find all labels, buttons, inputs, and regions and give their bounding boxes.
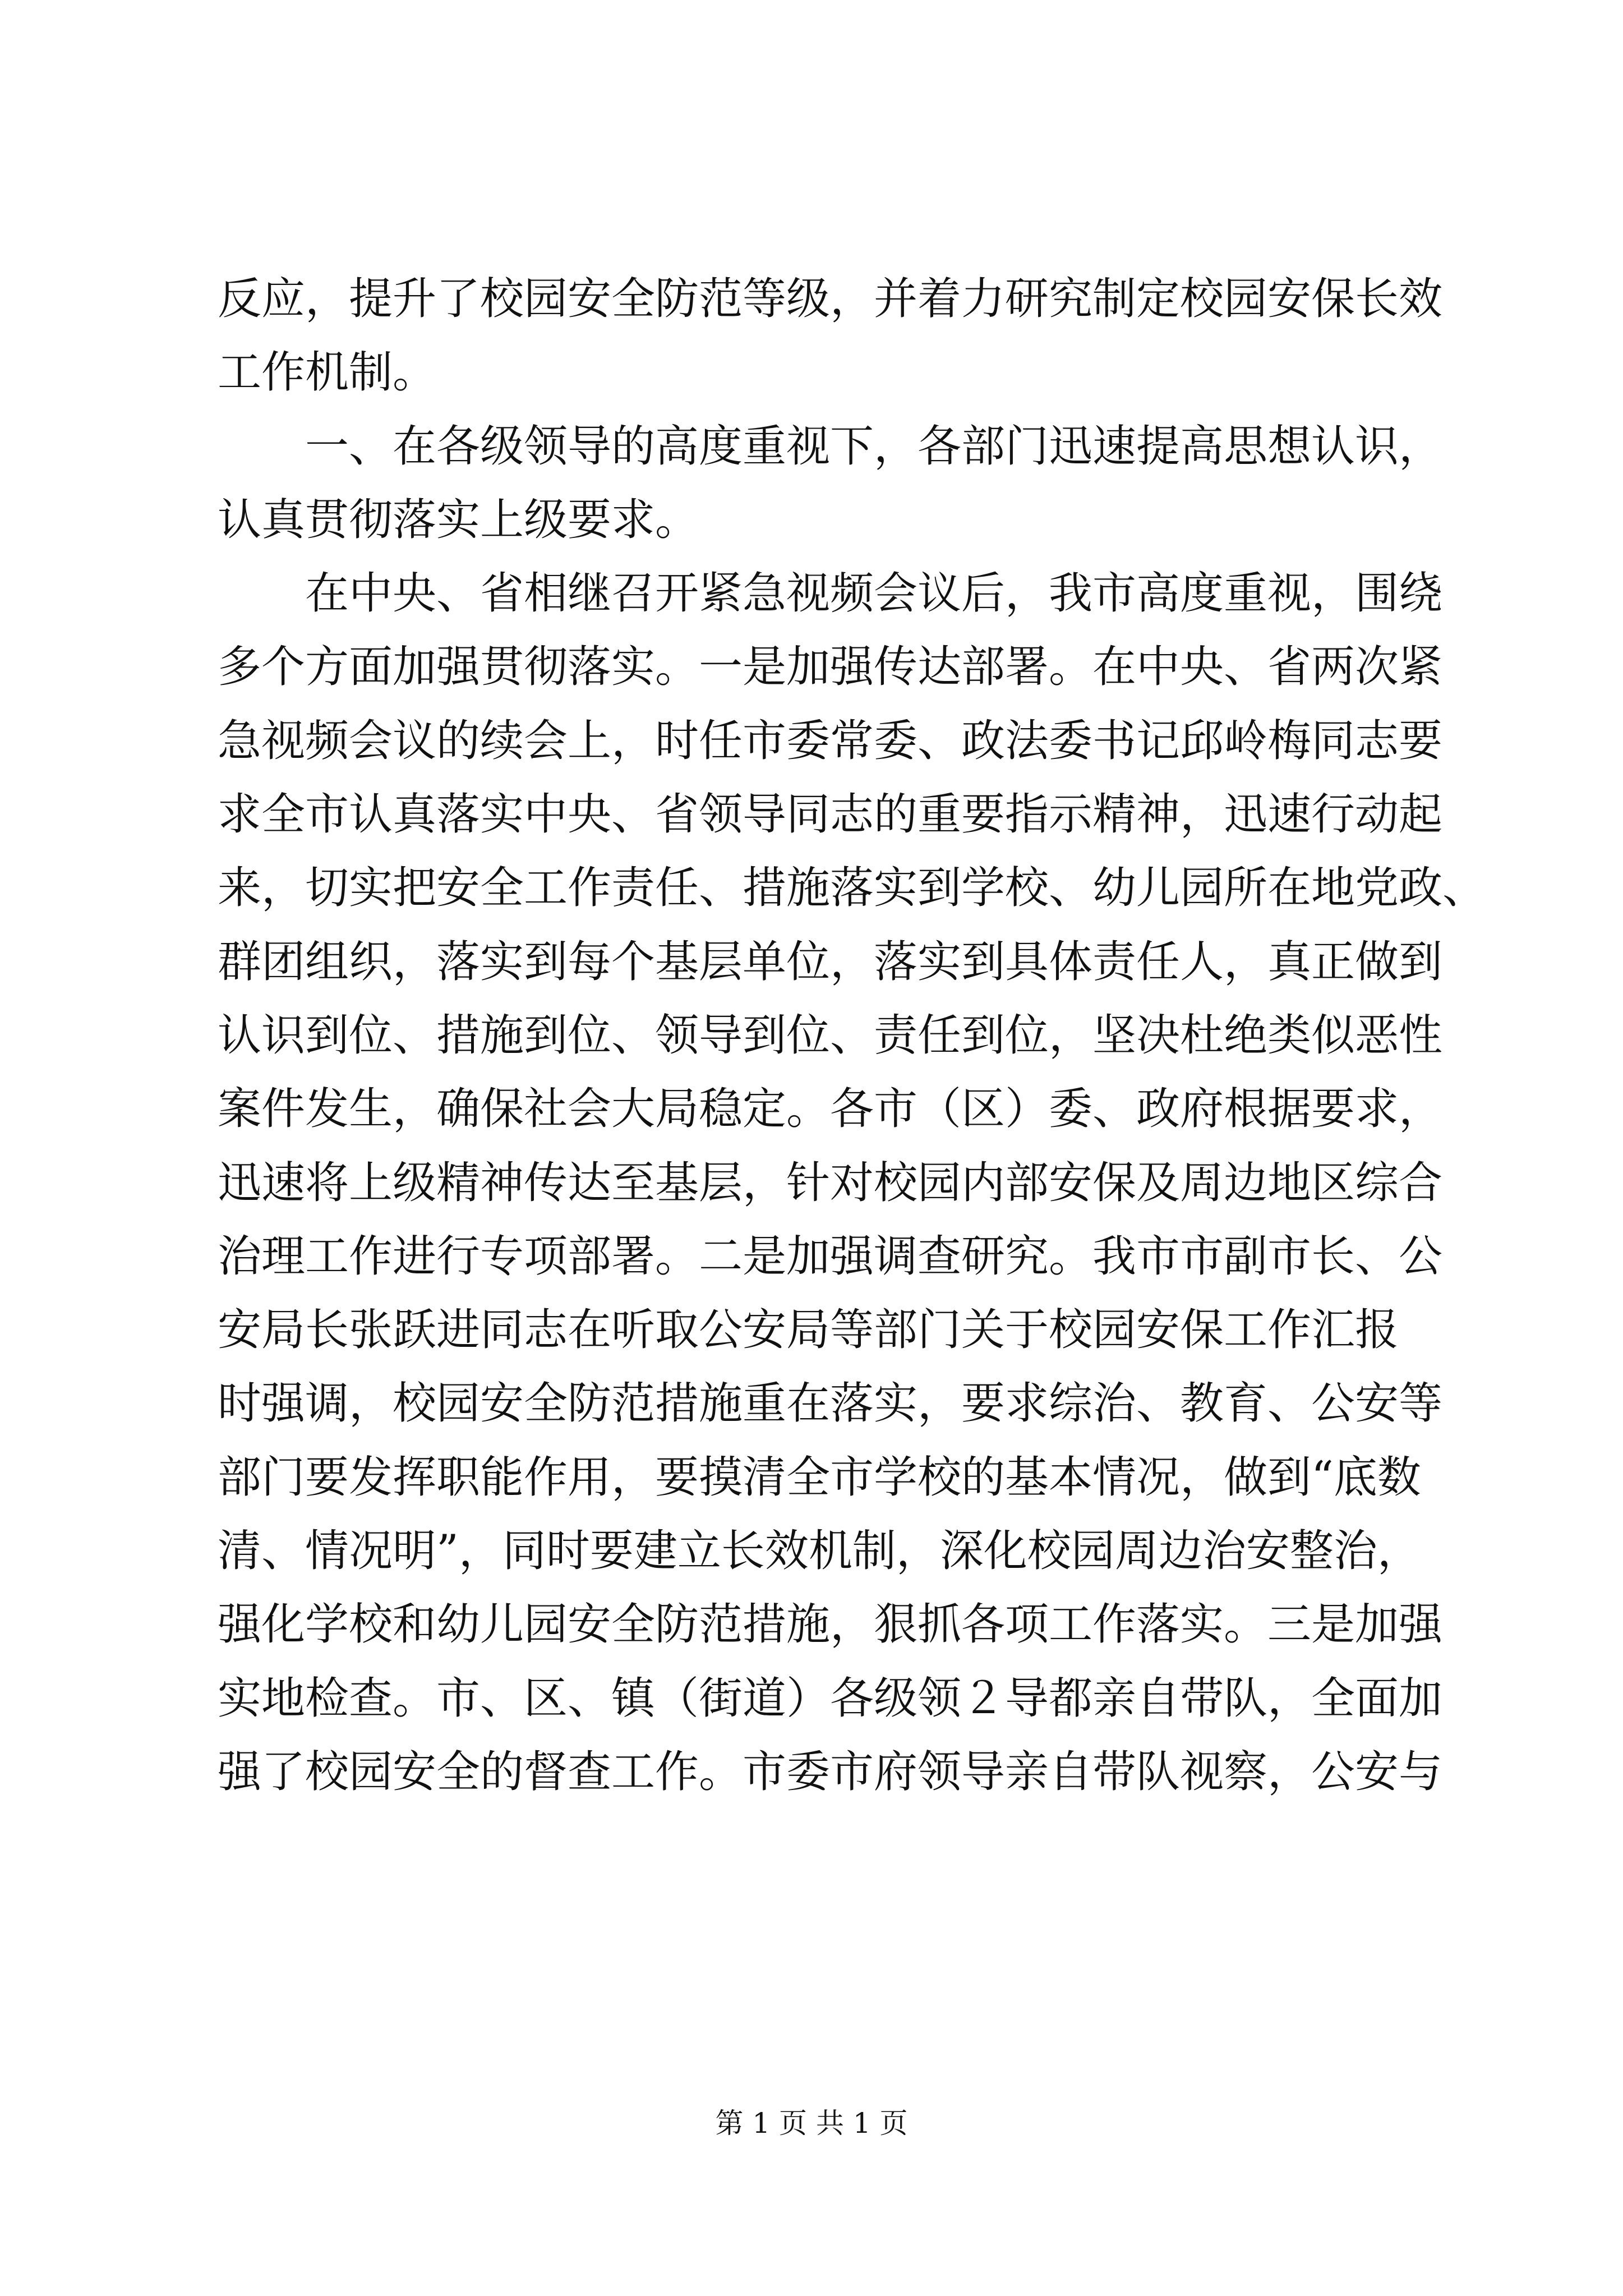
- section-heading-line: 一、在各级领导的高度重视下，各部门迅速提高思想认识，: [305, 421, 1443, 472]
- text-line: 反应，提升了校园安全防范等级，并着力研究制定校园安保长效: [218, 274, 1443, 324]
- text-line: 安局长张跃进同志在听取公安局等部门关于校园安保工作汇报: [218, 1305, 1399, 1356]
- text-line: 治理工作进行专项部署。二是加强调查研究。我市市副市长、公: [218, 1231, 1443, 1282]
- text-line: 来，切实把安全工作责任、措施落实到学校、幼儿园所在地党政、: [218, 863, 1487, 914]
- text-line: 多个方面加强贯彻落实。一是加强传达部署。在中央、省两次紧: [218, 642, 1443, 693]
- text-line: 强了校园安全的督查工作。市委市府领导亲自带队视察，公安与: [218, 1746, 1443, 1797]
- text-line: 求全市认真落实中央、省领导同志的重要指示精神，迅速行动起: [218, 789, 1443, 840]
- section-heading-line: 认真贯彻落实上级要求。: [218, 494, 699, 545]
- text-line: 时强调，校园安全防范措施重在落实，要求综治、教育、公安等: [218, 1378, 1443, 1429]
- text-line: 案件发生，确保社会大局稳定。各市（区）委、政府根据要求，: [218, 1084, 1443, 1135]
- document-body: [218, 263, 1487, 1809]
- text-line: 认识到位、措施到位、领导到位、责任到位，坚决杜绝类似恶性: [218, 1010, 1443, 1061]
- text-line: 急视频会议的续会上，时任市委常委、政法委书记邱岭梅同志要: [218, 715, 1443, 766]
- text-line: 在中央、省相继召开紧急视频会议后，我市高度重视，围绕: [305, 568, 1443, 619]
- text-line: 群团组织，落实到每个基层单位，落实到具体责任人，真正做到: [218, 936, 1443, 987]
- text-line: 实地检查。市、区、镇（街道）各级领２导都亲自带队，全面加: [218, 1673, 1443, 1724]
- page-number-footer: 第 1 页 共 1 页: [715, 2107, 908, 2139]
- text-line: 强化学校和幼儿园安全防范措施，狠抓各项工作落实。三是加强: [218, 1599, 1443, 1650]
- text-line: 清、情况明”，同时要建立长效机制，深化校园周边治安整治，: [218, 1526, 1421, 1577]
- text-line: 部门要发挥职能作用，要摸清全市学校的基本情况，做到“底数: [218, 1452, 1421, 1503]
- text-line: 工作机制。: [218, 347, 437, 398]
- text-line: 迅速将上级精神传达至基层，针对校园内部安保及周边地区综合: [218, 1157, 1443, 1208]
